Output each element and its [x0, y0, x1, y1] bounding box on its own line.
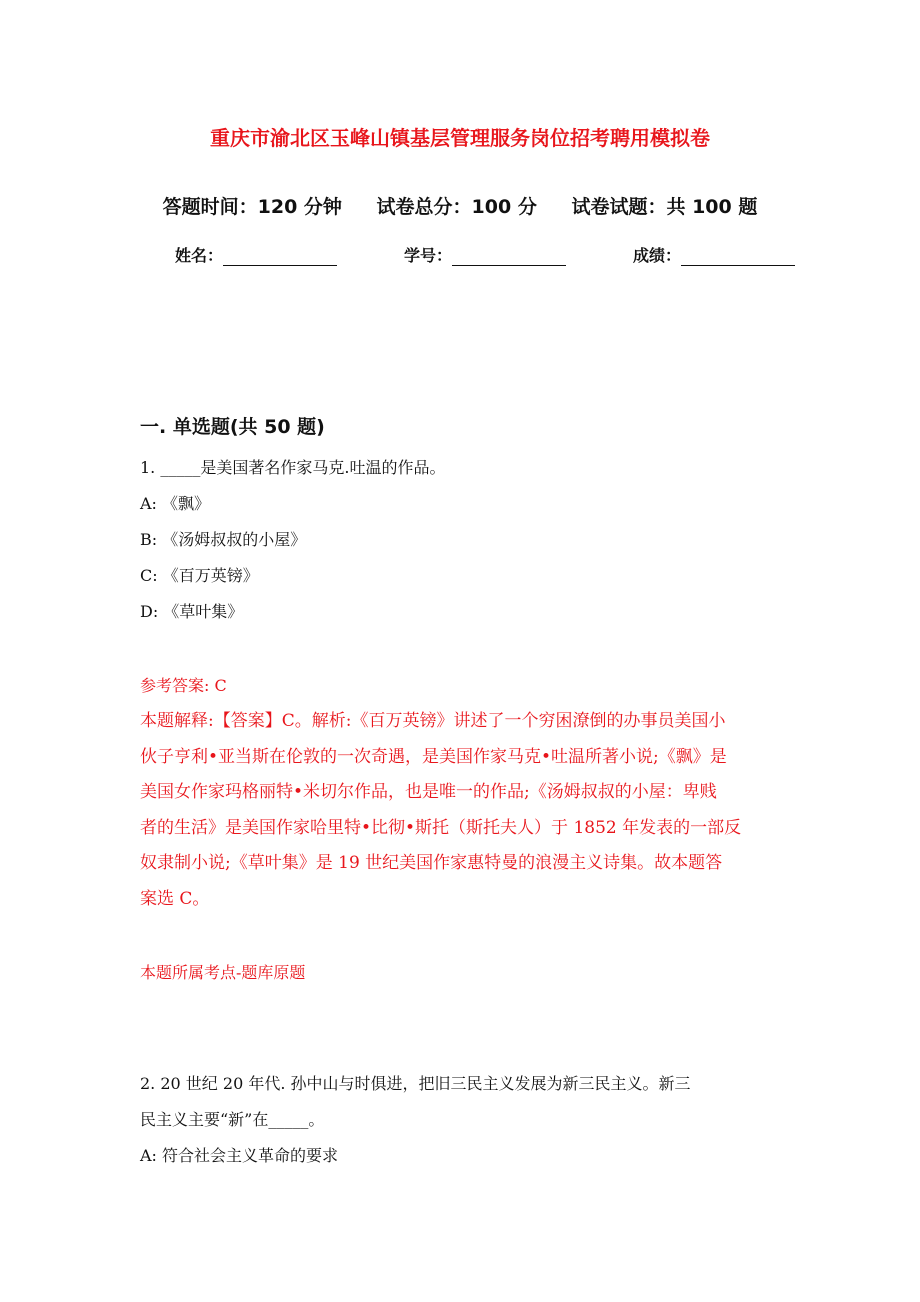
question-1-source: 本题所属考点-题库原题 [140, 963, 306, 982]
grade-blank[interactable] [681, 247, 795, 266]
grade-field [633, 243, 795, 266]
name-label: 姓名： [175, 246, 224, 265]
question-1-explanation-line: 奴隶制小说;《草叶集》是 19 世纪美国作家惠特曼的浪漫主义诗集。故本题答 [140, 853, 723, 873]
section-heading: 一. 单选题(共 50 题) [140, 416, 325, 438]
question-1-option-c: C: 《百万英镑》 [140, 566, 259, 585]
student-info-row [175, 243, 795, 266]
question-1-option-b: B: 《汤姆叔叔的小屋》 [140, 530, 307, 549]
exam-question-count: 试卷试题：共 100 题 [571, 196, 758, 218]
question-2-stem-line: 2. 20 世纪 20 年代. 孙中山与时俱进，把旧三民主义发展为新三民主义。新三 [140, 1074, 691, 1093]
question-1-stem: 1. _____是美国著名作家马克.吐温的作品。 [140, 458, 446, 477]
question-1-answer: 参考答案: C [140, 676, 227, 695]
student-id-blank[interactable] [452, 247, 566, 266]
question-1-explanation-line: 美国女作家玛格丽特•米切尔作品，也是唯一的作品;《汤姆叔叔的小屋：卑贱 [140, 782, 717, 802]
question-2-option-a: A: 符合社会主义革命的要求 [140, 1146, 339, 1165]
exam-title: 重庆市渝北区玉峰山镇基层管理服务岗位招考聘用模拟卷 [210, 126, 710, 150]
exam-meta-row [0, 192, 920, 219]
grade-label: 成绩： [632, 246, 681, 265]
name-field [175, 243, 337, 266]
question-2-stem-line: 民主义主要“新”在_____。 [140, 1110, 325, 1129]
student-id-label: 学号： [403, 246, 452, 265]
question-1-option-a: A: 《飘》 [140, 494, 211, 513]
question-1-explanation-line: 本题解释:【答案】C。解析:《百万英镑》讲述了一个穷困潦倒的办事员美国小 [140, 711, 726, 731]
exam-total-score: 试卷总分：100 分 [376, 196, 537, 218]
student-id-field [404, 243, 566, 266]
name-blank[interactable] [223, 247, 337, 266]
question-1-option-d: D: 《草叶集》 [140, 602, 244, 621]
question-1-explanation-line: 伙子亨利•亚当斯在伦敦的一次奇遇，是美国作家马克•吐温所著小说;《飘》是 [140, 747, 727, 767]
exam-time: 答题时间：120 分钟 [162, 196, 342, 218]
question-1-explanation-line: 案选 C。 [140, 889, 210, 909]
question-1-explanation-line: 者的生活》是美国作家哈里特•比彻•斯托（斯托夫人）于 1852 年发表的一部反 [140, 818, 742, 838]
